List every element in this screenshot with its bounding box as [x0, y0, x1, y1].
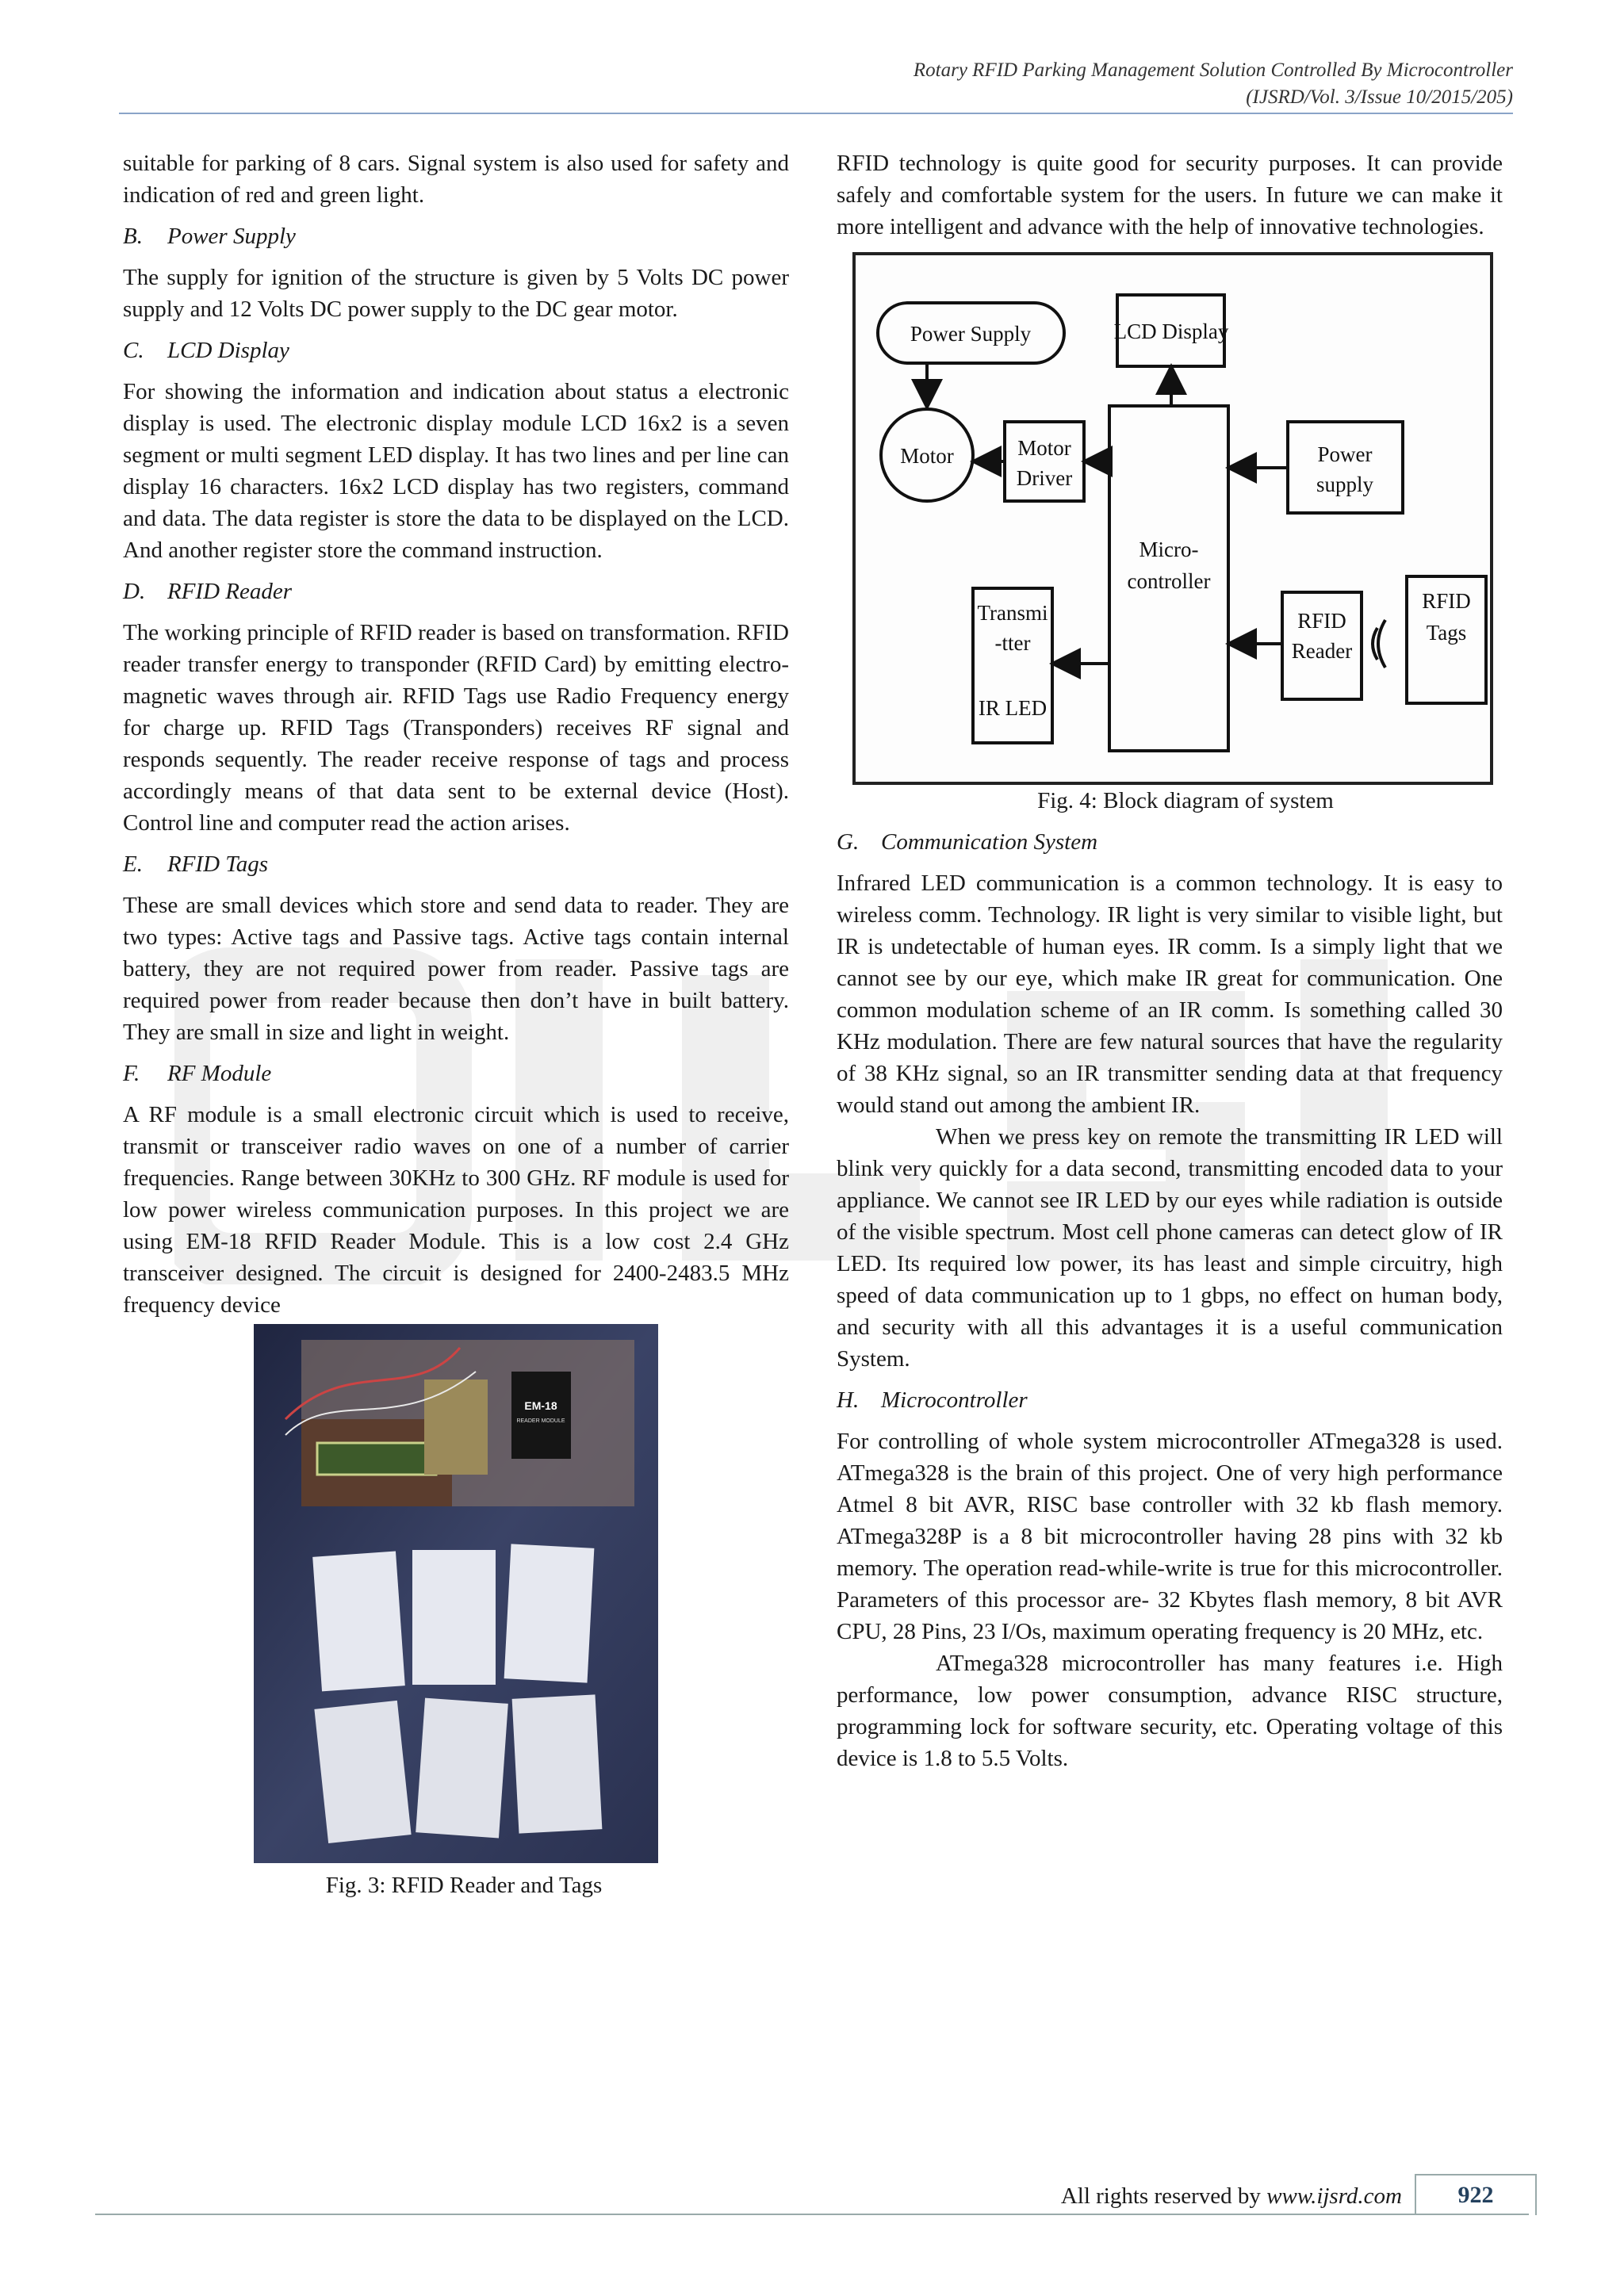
label-transmitter-1: Transmi: [977, 601, 1048, 625]
em18-module: [511, 1372, 571, 1459]
section-heading-rfid-reader: D. RFID Reader: [123, 579, 293, 604]
label-motor-driver-1: Motor: [1017, 436, 1071, 460]
rfid-tag-card: [314, 1701, 411, 1843]
rfid-tag-card: [504, 1544, 595, 1682]
rfid-tags-paragraph: These are small devices which store and send data to reader. They are two types: Active tags and Passive tags. Active tags contain internal battery, they are not required power from reader. Passive tags are required power from reader because then don’t have in built battery. They are small in size and light in weight.: [123, 893, 789, 1045]
em18-sublabel: READER MODULE: [516, 1418, 565, 1424]
label-tags-1: RFID: [1422, 589, 1471, 613]
footer-rights: All rights reserved by www.ijsrd.com: [1060, 2183, 1402, 2209]
em18-label: EM-18: [524, 1399, 557, 1412]
label-micro-2: controller: [1127, 569, 1211, 593]
right-column: [837, 147, 1503, 1781]
rfid-tag-card: [412, 1550, 496, 1685]
section-heading-microcontroller: H. Microcontroller: [837, 1387, 1028, 1413]
relay-board: [424, 1380, 488, 1475]
lcd-panel: [317, 1443, 436, 1475]
power-node: [1288, 422, 1403, 513]
rfid-reader-paragraph: The working principle of RFID reader is based on transformation. RFID reader transfer energy to transponder (RFID Card) by emitting electro-magnetic waves through air. RFID Tags use Radio Frequency energy for charge up. RFID Tags (Transponders) receives RF signal and responds sequently. The reader receive response of tags and process accordingly means of that data sent to be external device (Host). Control line and computer read the action arises.: [123, 620, 789, 836]
footer-rule: [95, 2214, 1529, 2215]
left-column: [123, 147, 789, 1901]
label-motor: Motor: [900, 444, 954, 468]
header-title: Rotary RFID Parking Management Solution Controlled By Microcontroller: [913, 59, 1513, 81]
communication-paragraph-2: When we press key on remote the transmitting IR LED will blink very quickly for a data second, transmitting encoded data to your appliance. We cannot see IR LED by our eyes while radiation is outside of the visible spectrum. Most cell phone cameras can detect glow of IR LED. Its required low power, its has least and simple circuitry, high speed of data communication up to 1 gbps, no effect on human body, and security with all this advantages it is a useful communication System.: [837, 1124, 1503, 1372]
section-heading-lcd-display: C. LCD Display: [123, 338, 289, 363]
label-transmitter-2: -tter: [994, 631, 1031, 655]
rf-module-paragraph: A RF module is a small electronic circuit which is used to receive, transmit or transceiver radio waves on one of a number of carrier frequencies. Range between 30KHz to 300 GHz. RF module is used for low power wireless communication purposes. In this project we are using EM-18 RFID Reader Module. This is a low cost 2.4 GHz transceiver designed. The circuit is designed for 2400-2483.5 MHz frequency device: [123, 1102, 789, 1318]
right-intro-paragraph: RFID technology is quite good for security purposes. It can provide safely and comfortable system for the users. In future we can make it more intelligent and advance with the help of innovative technologies.: [837, 151, 1503, 239]
figure-rfid-photo: [254, 1324, 658, 1863]
rfid-tag-card: [416, 1698, 508, 1839]
section-heading-rfid-tags: E. RFID Tags: [123, 851, 269, 877]
label-power-1: Power: [1317, 442, 1373, 466]
figure-block-diagram: [852, 252, 1493, 785]
microcontroller-paragraph-2: ATmega328 microcontroller has many features i.e. High performance, low power consumption, advance RISC structure, programming lock for software security, etc. Operating voltage of this device is 1.8 to 5.5 Volts.: [837, 1651, 1503, 1771]
section-heading-communication-system: G. Communication System: [837, 829, 1098, 855]
label-reader-2: Reader: [1291, 639, 1353, 663]
section-heading-rf-module: F. RF Module: [123, 1061, 272, 1086]
rfid-tag-card: [312, 1552, 405, 1692]
microcontroller-paragraph-1: For controlling of whole system microcontroller ATmega328 is used. ATmega328 is the brain of this project. One of very high performance Atmel 8 bit AVR, RISC base controller with 32 kb flash memory. ATmega328P is a 8 bit microcontroller having 28 pins with 32 kb memory. The operation read-while-write is true for this microcontroller. Parameters of this processor are- 32 Kbytes flash memory, 8 bit AVR CPU, 28 Pins, 23 I/Os, maximum operating frequency is 20 MHz, etc.: [837, 1429, 1503, 1644]
label-power-supply: Power Supply: [910, 322, 1032, 346]
figure-4-caption: Fig. 4: Block diagram of system: [1037, 788, 1334, 813]
label-transmitter-3: IR LED: [978, 696, 1048, 720]
left-intro-paragraph: suitable for parking of 8 cars. Signal system is also used for safety and indication of red and green light.: [123, 151, 789, 208]
label-motor-driver-2: Driver: [1016, 466, 1073, 490]
header-rule: [119, 113, 1513, 114]
label-reader-1: RFID: [1297, 609, 1346, 633]
rfid-photo-illustration: [254, 1324, 658, 1863]
label-power-2: supply: [1316, 473, 1374, 496]
label-micro-1: Micro-: [1139, 538, 1199, 561]
label-tags-2: Tags: [1426, 621, 1467, 645]
lcd-display-paragraph: For showing the information and indication about status a electronic display is used. The electronic display module LCD 16x2 is a seven segment or multi segment LED display. It has two lines and per line can display 16 characters. 16x2 LCD display has two registers, command and data. The data register is store the data to be displayed on the LCD. And another register store the command instruction.: [123, 379, 789, 563]
power-supply-paragraph: The supply for ignition of the structure is given by 5 Volts DC power supply and 12 Volts DC power supply to the DC gear motor.: [123, 265, 789, 322]
communication-paragraph-1: Infrared LED communication is a common technology. It is easy to wireless comm. Technology. IR light is very similar to visible light, but IR is undetectable of human eyes. IR comm. Is a simply light that we cannot see by our eye, which make IR great for communication. One common modulation scheme of an IR comm. Is something called 30 KHz modulation. There are few natural sources that have the regularity of 38 KHz signal, so an IR transmitter sending data at that frequency would stand out among the ambient IR.: [837, 871, 1503, 1118]
block-diagram-svg: [856, 255, 1490, 782]
rfid-tag-card: [512, 1694, 603, 1833]
figure-3-caption: Fig. 3: RFID Reader and Tags: [325, 1873, 603, 1898]
label-lcd-display: LCD Display: [1113, 320, 1229, 343]
running-header: [119, 57, 1513, 111]
header-journal: (IJSRD/Vol. 3/Issue 10/2015/205): [1246, 86, 1513, 108]
section-heading-power-supply: B. Power Supply: [123, 224, 296, 249]
footer-site-link[interactable]: www.ijsrd.com: [1266, 2183, 1402, 2209]
page-number: 922: [1415, 2174, 1537, 2215]
